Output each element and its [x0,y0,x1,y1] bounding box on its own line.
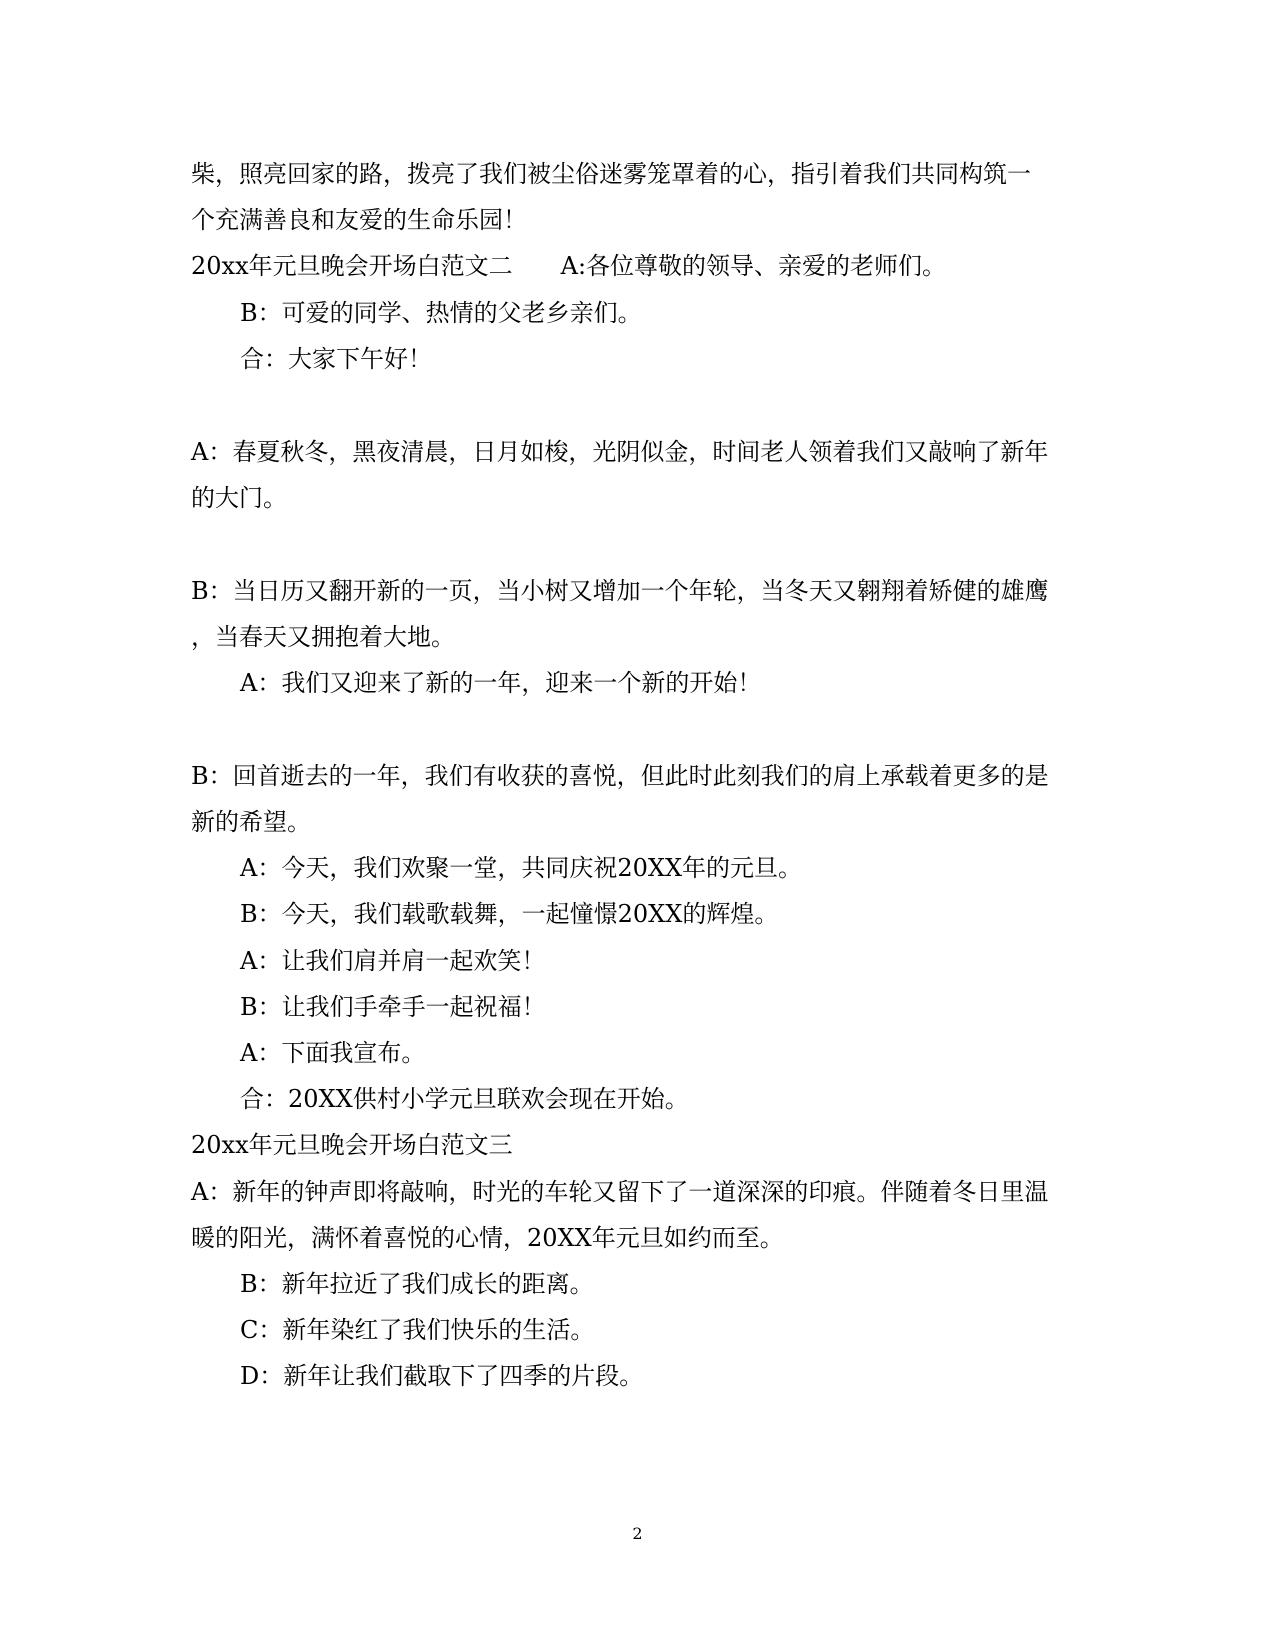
dialogue-line: A：让我们肩并肩一起欢笑！ [240,947,546,975]
dialogue-line: 合：20XX供村小学元旦联欢会现在开始。 [240,1085,689,1113]
section-heading-line: 20xx年元旦晚会开场白范文二 A:各位尊敬的领导、亲爱的老师们。 [191,252,947,280]
dialogue-line: B：回首逝去的一年，我们有收获的喜悦，但此时此刻我们的肩上承载着更多的是 [191,762,1049,790]
dialogue-line: B：可爱的同学、热情的父老乡亲们。 [240,299,642,327]
dialogue-line: B：新年拉近了我们成长的距离。 [240,1270,594,1298]
dialogue-line: D：新年让我们截取下了四季的片段。 [240,1362,644,1390]
text-line: 新的希望。 [191,808,311,836]
dialogue-line: B：今天，我们载歌载舞，一起憧憬20XX的辉煌。 [240,900,779,928]
text-line: 个充满善良和友爱的生命乐园！ [191,206,527,234]
dialogue-line: B：让我们手牵手一起祝福！ [240,993,546,1021]
dialogue-line: A：今天，我们欢聚一堂，共同庆祝20XX年的元旦。 [240,854,803,882]
dialogue-line: B：当日历又翻开新的一页，当小树又增加一个年轮，当冬天又翱翔着矫健的雄鹰 [191,577,1049,605]
text-line: 的大门。 [191,484,287,512]
text-line: ，当春天又拥抱着大地。 [191,623,455,651]
text-line: 柴，照亮回家的路，拨亮了我们被尘俗迷雾笼罩着的心，指引着我们共同构筑一 [191,160,1031,188]
section-heading-line: 20xx年元旦晚会开场白范文三 [191,1131,513,1159]
text-line: 暖的阳光，满怀着喜悦的心情，20XX年元旦如约而至。 [191,1224,784,1252]
dialogue-line: A：下面我宣布。 [240,1039,426,1067]
page-number: 2 [632,1524,643,1543]
dialogue-line: A：春夏秋冬，黑夜清晨，日月如梭，光阴似金，时间老人领着我们又敲响了新年 [191,438,1049,466]
dialogue-line: C：新年染红了我们快乐的生活。 [240,1316,595,1344]
dialogue-line: A：新年的钟声即将敲响，时光的车轮又留下了一道深深的印痕。伴随着冬日里温 [191,1178,1049,1206]
dialogue-line: A：我们又迎来了新的一年，迎来一个新的开始！ [240,669,762,697]
dialogue-line: 合：大家下午好！ [240,345,432,373]
